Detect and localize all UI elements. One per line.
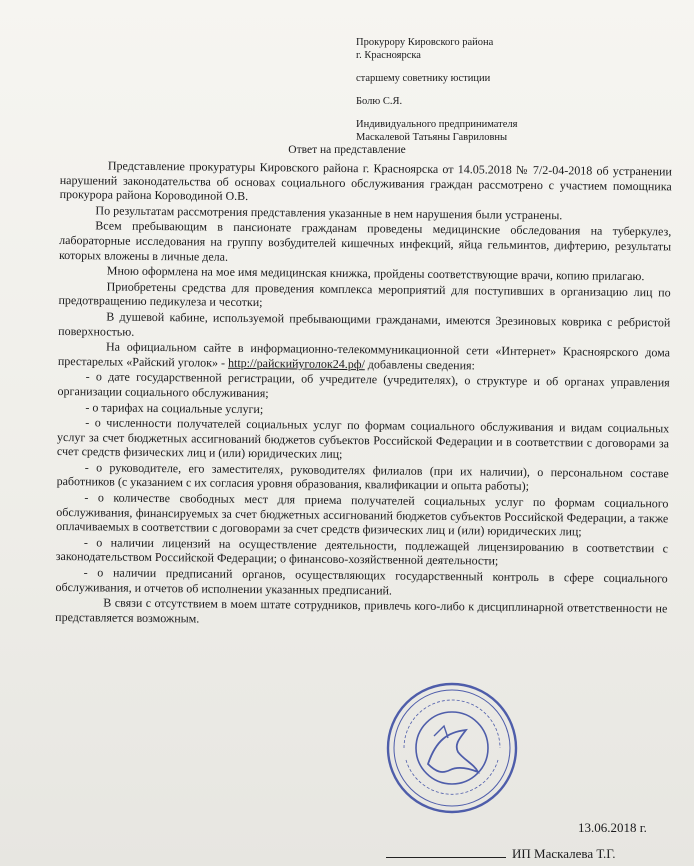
list-item: - о руководителе, его заместителях, руководителях филиалов (при их наличии), о персональном составе работников (с указанием с их согласия уровня образования, квалификации и опыта работы); <box>56 460 669 494</box>
paragraph-text: добавлены сведения: <box>367 356 475 373</box>
paragraph: Представление прокуратуры Кировского района г. Красноярска от 14.05.2018 № 7/2-04-2018 об устранении нарушений законодательства об основах социального обслуживания граждан рассмотрено с участием помощника прокурора района Короводиной О.В. <box>59 158 672 204</box>
addressee-line: старшему советнику юстиции <box>356 73 491 84</box>
list-item: - о количестве свободных мест для приема получателей социальных услуг по формам социального обслуживания, финансируемых за счет бюджетных ассигнований бюджетов субъектов Российской Федерации, а также оплачиваемых в соответствии с договорами за счет средств физических лиц и (или) юридических лиц; <box>56 490 669 539</box>
paragraph: Всем пребывающим в пансионате гражданам проведены медицинские обследования на туберкулез, лабораторные исследования на группу возбудителей кишечных инфекций, яйца гельминтов, дифтерию, результаты которых вложены в личные дела. <box>58 218 672 264</box>
paragraph: В душевой кабине, используемой пребывающими гражданами, имеются 3резиновых коврика с ребристой поверхностью. <box>58 309 671 339</box>
addressee-line: Болю С.Я. <box>356 96 403 107</box>
addressee-line: Индивидуального предпринимателя <box>356 119 518 130</box>
signature-line <box>386 846 616 862</box>
list-item: - о наличии лицензий на осуществление деятельности, подлежащей лицензированию в соответствии с законодательством Российской Федерации; о финансово-хозяйственной деятельности; <box>55 535 669 569</box>
list-item: - о тарифах на социальные услуги; <box>85 399 264 416</box>
round-stamp-icon <box>384 680 520 816</box>
signer-name: ИП Маскалева Т.Г. <box>512 846 616 861</box>
addressee-line: Маскалевой Татьяны Гавриловны <box>356 132 508 143</box>
paragraph-text: На официальном сайте в информационно-телекоммуникационной сети «Интернет» Красноярского дома престарелых «Райский уголок» - <box>57 339 671 370</box>
paragraph: Мною оформлена на мое имя медицинская книжка, пройдены соответствующие врачи, копию прилагаю. <box>106 263 645 284</box>
document-body <box>55 158 672 632</box>
list-item: - о численности получателей социальных услуг по формам социального обслуживания и видам социальных услуг за счет бюджетных ассигнований бюджетов субъектов Российской Федерации и в соответствии с договорами за счет средств физических лиц и (или) юридических лиц; <box>56 415 670 462</box>
website-link[interactable]: http://райскийуголок24.рф/ <box>227 355 365 371</box>
paragraph: В связи с отсутствием в моем штате сотрудников, привлечь кого-либо к дисциплинарной ответственности не представляется возможным. <box>55 595 668 626</box>
list-item: - о дате государственной регистрации, об учредителе (учредителях), о структуре и об органах управления организации социального обслуживания; <box>57 369 670 401</box>
addressee-line: Прокурору Кировского района <box>356 37 494 48</box>
document-title: Ответ на представление <box>288 144 406 156</box>
signature-rule <box>386 857 506 858</box>
addressee-block <box>356 36 676 144</box>
addressee-line: г. Красноярска <box>356 50 421 61</box>
list-item: - о наличии предписаний органов, осуществляющих государственный контроль в сфере социального обслуживания, и отчетов об исполнении указанных предписаний. <box>55 565 668 598</box>
signature-date: 13.06.2018 г. <box>578 820 647 835</box>
paragraph: Приобретены средства для проведения комплекса мероприятий для поступивших в организацию лиц по предотвращению педикулеза и чесотки; <box>58 279 671 310</box>
paragraph: По результатам рассмотрения представления указанные в нем нарушения были устранены. <box>95 203 563 223</box>
